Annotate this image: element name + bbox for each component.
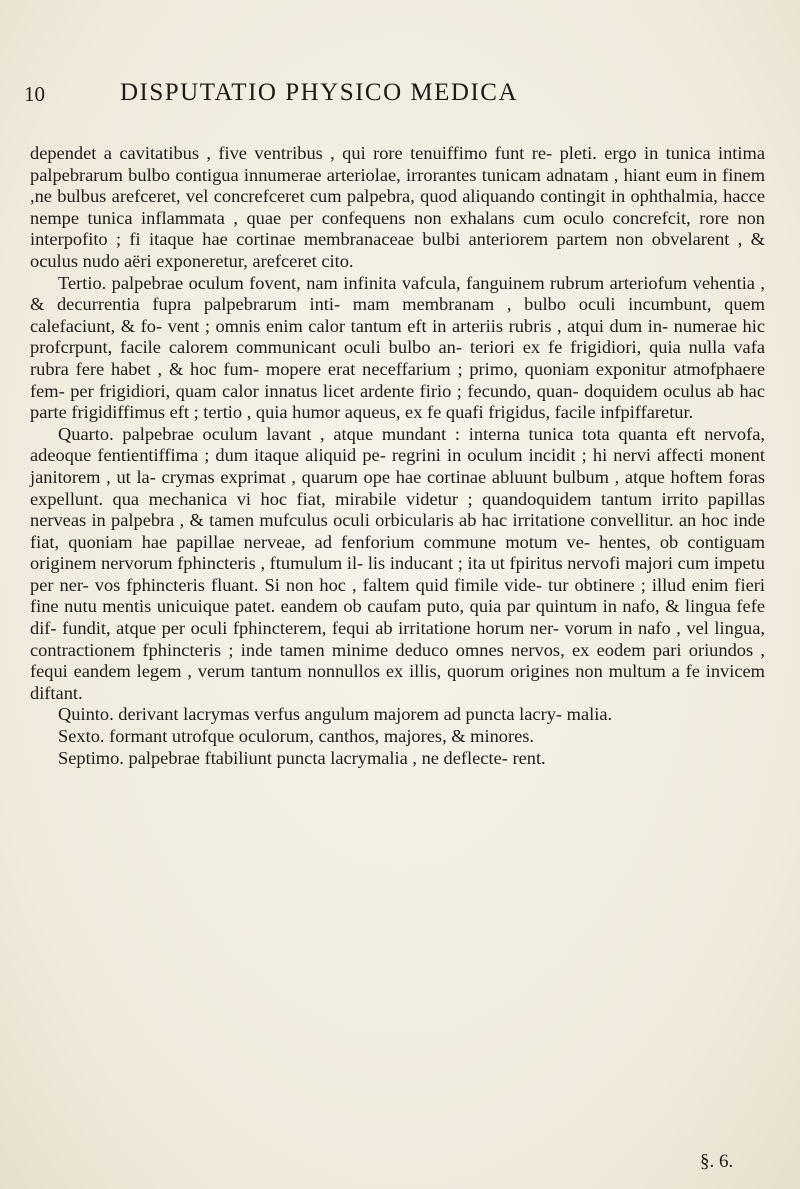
paragraph-quinto: Quinto. derivant lacrymas verfus angulum majorem ad puncta lacry- malia. [58, 704, 613, 725]
paragraph-quarto: Quarto. palpebrae oculum lavant , atque mundant : interna tunica tota quanta eft nervofa, adeoque fentientiffima ; dum itaque aliquid pe- regrini in oculum incidit ; hi nervi affecti monent janitorem , ut la- crymas exprimat , quarum ope hae cortinae abluunt bulbum , atque hoftem foras expellunt. qua mechanica vi hoc fiat, mirabile videtur ; quandoquidem tantum irrito papillas nerveas in palpebra , & tamen mufculus oculi orbicularis ab hac irritatione convellitur. an hoc inde fiat, quoniam hae papillae nerveae, ad fenforium commune motum ve- hentes, ob contiguam originem nervorum fphincteris , ftumulum il- lis inducant ; ita ut fpiritus nervofi majori cum impetu per ner- vos fphincteris fluant. Si non hoc , faltem quid fimile vide- tur obtinere ; illud enim fieri fine nutu mentis unicuique patet. eandem ob caufam puto, quia par quintum in nafo, & lingua fefe dif- fundit, atque per oculi fphincterem, fequi ab irritatione horum ner- vorum in nafo , vel lingua, contractionem fphincteris ; inde tamen minime deduco omnes nervos, ex eodem pari oriundos , fequi eandem legem , verum tantum nonnullos ex illis, quorum origines non multum a fe invicem diftant. [30, 423, 765, 703]
catchword: §. 6. [700, 1151, 734, 1172]
running-title: DISPUTATIO PHYSICO MEDICA [120, 79, 519, 106]
paragraph-tertio: Tertio. palpebrae oculum fovent, nam infinita vafcula, fanguinem rubrum arteriofum vehentia , & decurrentia fupra palpebrarum inti- mam membranam , bulbo oculi incumbunt, quem calefaciunt, & fo- vent ; omnis enim calor tantum eft in arteriis rubris , atqui dum in- numerae hic profcrpunt, facile calorem communicant oculi bulbo an- teriori ex fe frigidiori, quia nulla vafa rubra fere habet , & hoc fum- mopere erat neceffarium ; primo, quoniam exponitur atmofphaere fem- per frigidiori, quam calor innatus licet ardente firio ; fecundo, quan- doquidem oculus ab hac parte frigidiffimus eft ; tertio , quia humor aqueus, ex fe quafi frigidus, facile infpiffaretur. [30, 272, 765, 423]
page-number: 10 [24, 82, 45, 106]
body-text [30, 143, 765, 769]
paragraph-septimo: Septimo. palpebrae ftabiliunt puncta lacrymalia , ne deflecte- rent. [58, 747, 546, 768]
paragraph-continuation: dependet a cavitatibus , five ventribus , qui rore tenuiffimo funt re- pleti. ergo in tunica intima palpebrarum bulbo contigua innumerae arteriolae, irrorantes tunicam adnatam , hiant eum in finem ,ne bulbus arefceret, vel concrefceret cum palpebra, quod aliquando contingit in ophthalmia, hacce nempe tunica inflammata , quae per confequens non exhalans cum oculo concrefcit, rore non interpofito ; fi itaque hae cortinae membranaceae bulbi anteriorem partem non obvelarent , & oculus nudo aëri exponeretur, arefceret cito. [30, 143, 765, 271]
paragraph-sexto: Sexto. formant utrofque oculorum, canthos, majores, & minores. [58, 726, 535, 747]
